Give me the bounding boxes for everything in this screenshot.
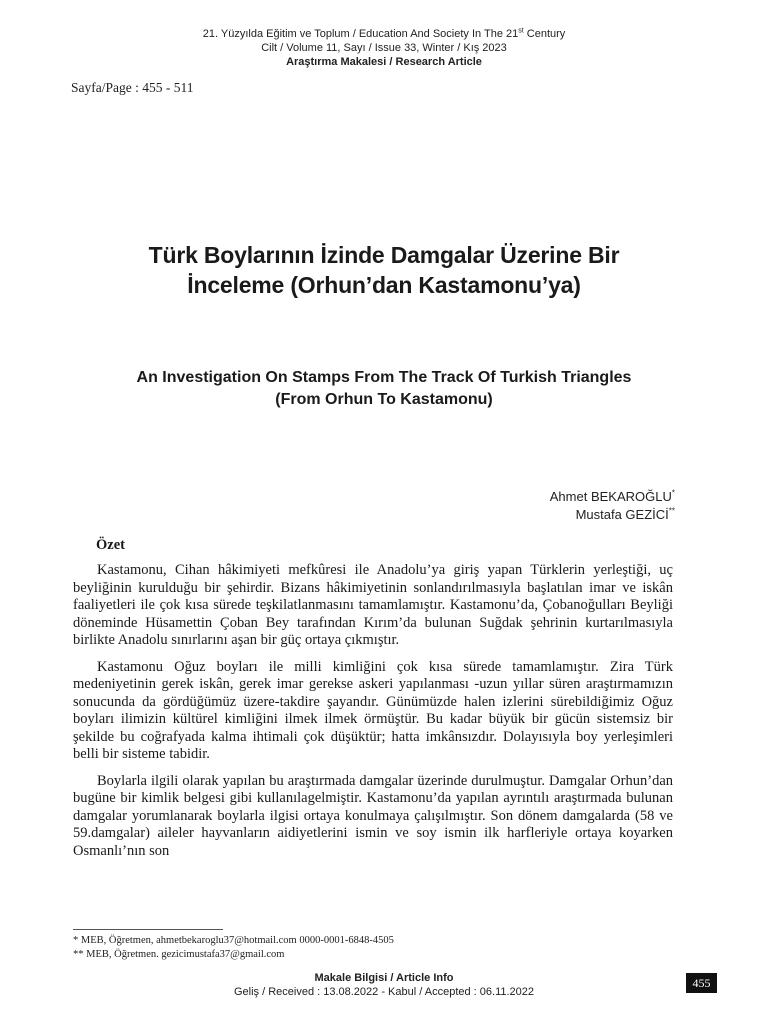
article-type: Araştırma Makalesi / Research Article xyxy=(286,56,482,68)
turkish-title-line-1: Türk Boylarının İzinde Damgalar Üzerine Bir xyxy=(148,242,620,268)
footnotes xyxy=(73,934,394,961)
page-number: 455 xyxy=(686,973,717,993)
ordinal-suffix: st xyxy=(518,27,524,35)
author-1-footnote-mark: * xyxy=(671,488,675,498)
footnote-1: * MEB, Öğretmen, ahmetbekaroglu37@hotmail.com 0000-0001-6848-4505 xyxy=(73,935,394,946)
author-1: Ahmet BEKAROĞLU* xyxy=(549,488,675,504)
journal-volume-line: Cilt / Volume 11, Sayı / Issue 33, Winter / Kış 2023 xyxy=(261,42,507,54)
page-range: Sayfa/Page : 455 - 511 xyxy=(71,80,194,95)
abstract-body xyxy=(73,562,673,869)
english-title-line-1: An Investigation On Stamps From The Track Of Turkish Triangles xyxy=(136,369,632,386)
footnote-2: ** MEB, Öğretmen. gezicimustafa37@gmail.com xyxy=(73,948,285,960)
author-2: Mustafa GEZİCİ** xyxy=(575,506,675,522)
abstract-paragraph: Kastamonu Oğuz boyları ile milli kimliğini çok kısa sürede tamamlamıştır. Zira Türk medeniyetinin gerek iskân, gerek imar gerekse askeri yapılanması -uzun yıllar süren araştırmamızın sonucunda da gördüğümüz üzere-takdire şayandır. Günümüzde halen izlerini sürebildiğimiz Oğuz boyları ilimizin kültürel kimliğini ilmek ilmek örmüştür. Bu kadar büyük bir gücün sistemsiz bir şekilde bu coğrafyada kalma ihtimali çok düşüktür; hatta imkânsızdır. Dolayısıyla boy yerleşimleri belli bir sisteme tabidir. xyxy=(73,658,673,762)
english-title-line-2: (From Orhun To Kastamonu) xyxy=(275,391,493,408)
article-info xyxy=(0,971,768,999)
author-2-footnote-mark: ** xyxy=(668,506,675,516)
authors xyxy=(550,488,675,524)
abstract-paragraph: Boylarla ilgili olarak yapılan bu araştırmada damgalar üzerinde durulmuştur. Damgalar Orhun’dan bugüne bir kimlik belgesi gibi kullanılagelmiştir. Kastamonu’da yapılan ayrıntılı araştırmada bulunan damgalar yorumlanarak boylarla ilgisi ortaya konulmaya çalışılmıştır. Son dönem damgalarda (58 ve 59.damgalar) aileler hayvanların aidiyetlerini ismin ve soy ismin ilk harfleriyle ortaya koyarken Osmanlı’nın son xyxy=(73,772,673,859)
article-dates: Geliş / Received : 13.08.2022 - Kabul / Accepted : 06.11.2022 xyxy=(233,986,535,998)
journal-title-line: 21. Yüzyılda Eğitim ve Toplum / Education And Society In The 21st Century xyxy=(202,27,566,40)
abstract-paragraph: Kastamonu, Cihan hâkimiyeti mefkûresi ile Anadolu’ya giriş yapan Türklerin yerleştiği, uç beyliğinin kurulduğu bir şehirdir. Bizans hâkimiyetinin sonlandırılmasıyla başlatılan imar ve iskân faaliyetleri ile çok kısa sürede teşkilatlanmasını tamamlamıştır. Kastamonu’da, Çobanoğulları Beyliği döneminde Hüsamettin Çoban Bey tarafından Kırım’da bulunan Suğdak şehrinin kurtarılmasıyla birlikte Anadolu sınırlarını aşan bir güç ortaya çıkmıştır. xyxy=(73,562,673,648)
footnote-divider xyxy=(73,929,223,930)
english-title xyxy=(0,367,768,411)
journal-header xyxy=(0,27,768,69)
turkish-title-line-2: İnceleme (Orhun’dan Kastamonu’ya) xyxy=(187,272,581,298)
turkish-title xyxy=(0,240,768,300)
abstract-heading: Özet xyxy=(96,537,125,553)
article-info-label: Makale Bilgisi / Article Info xyxy=(314,972,454,984)
